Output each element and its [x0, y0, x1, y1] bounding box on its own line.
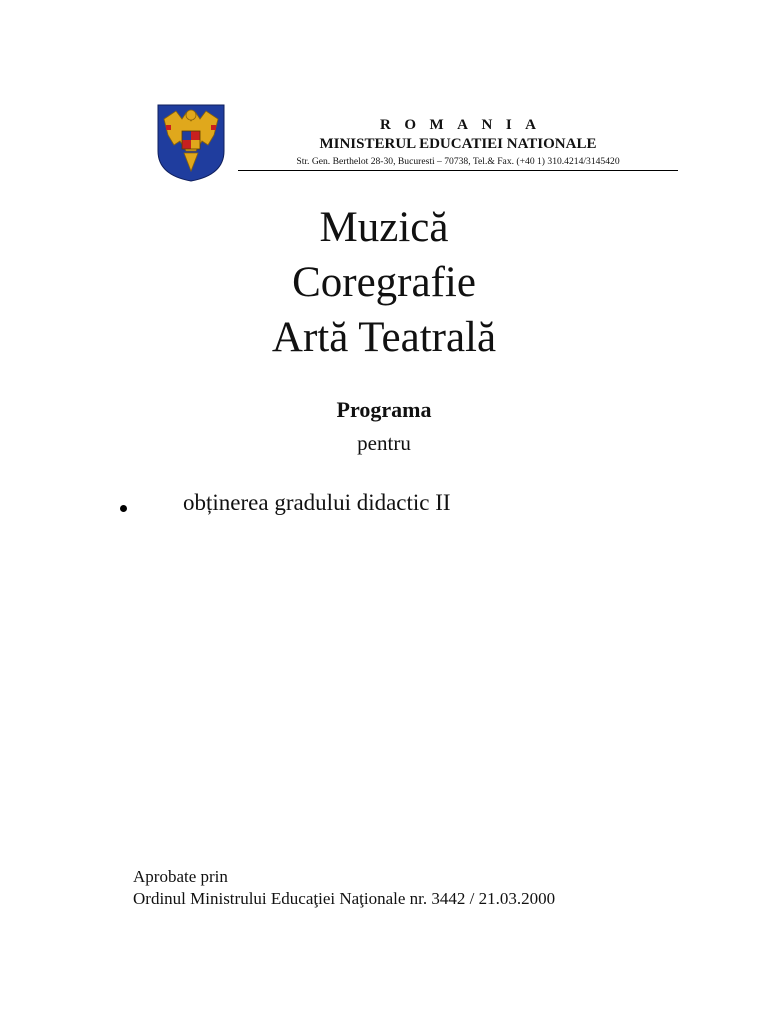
- header-divider: [238, 170, 678, 171]
- title-coregrafie: Coregrafie: [292, 259, 476, 306]
- header-country: ROMANIA: [380, 117, 550, 133]
- title-arta-teatrala: Artă Teatrală: [271, 314, 497, 361]
- approval-line-2: Ordinul Ministrului Educaţiei Naţionale nr. 3442 / 21.03.2000: [133, 889, 556, 908]
- coat-of-arms-icon: [156, 101, 226, 183]
- header-ministry: MINISTERUL EDUCATIEI NATIONALE: [319, 136, 597, 152]
- title-muzica: Muzică: [319, 204, 449, 251]
- approval-line-1: Aprobate prin: [133, 867, 228, 886]
- program-subtitle: pentru: [357, 431, 411, 455]
- bullet-dot-icon: [120, 505, 127, 512]
- header-address: Str. Gen. Berthelot 28-30, Bucuresti – 70738, Tel.& Fax. (+40 1) 310.4214/3145420: [296, 156, 620, 167]
- bullet-item: obținerea gradului didactic II: [183, 490, 451, 515]
- program-title: Programa: [336, 397, 432, 422]
